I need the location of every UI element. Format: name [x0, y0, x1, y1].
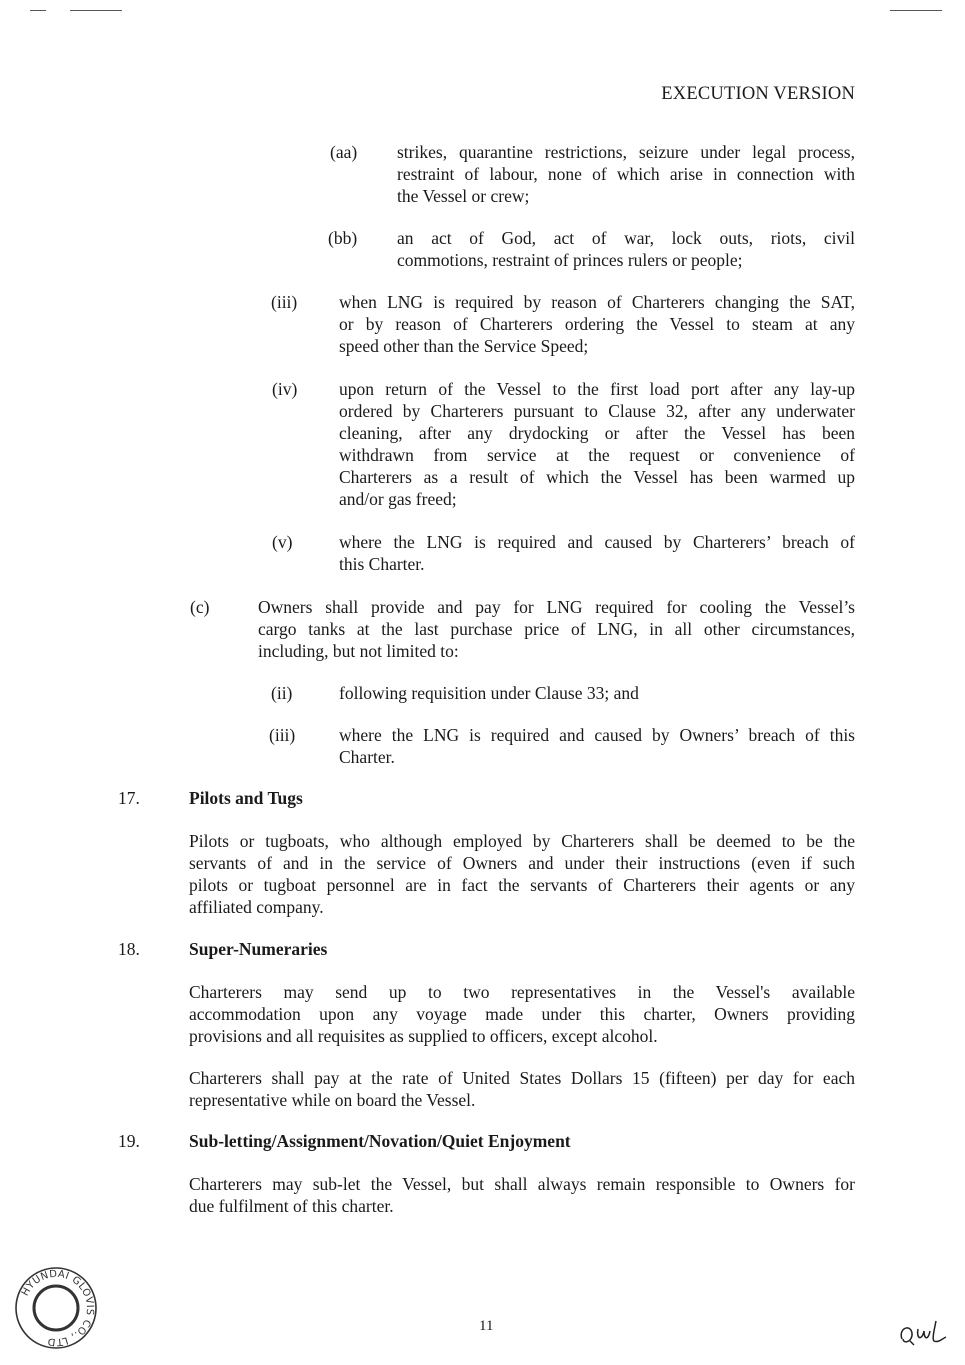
- page-number: 11: [479, 1318, 494, 1334]
- clause-18-number: 18.: [118, 939, 140, 959]
- clause-19-title: Sub-letting/Assignment/Novation/Quiet Enjoyment: [189, 1131, 571, 1151]
- text-line: accommodation upon any voyage made under this charter, Owners providing: [189, 1004, 855, 1024]
- text-line: following requisition under Clause 33; and: [339, 683, 639, 703]
- text-line: an act of God, act of war, lock outs, riots, civil: [397, 228, 855, 248]
- item-text-iv: [339, 378, 855, 510]
- top-rule-right: [890, 10, 942, 11]
- item-text-c-ii: [339, 682, 855, 704]
- text-line: affiliated company.: [189, 897, 324, 917]
- text-line: Charter.: [339, 747, 395, 767]
- item-label-aa: (aa): [330, 142, 358, 162]
- item-text-aa: [397, 141, 855, 207]
- text-line: or by reason of Charterers ordering the Vessel to steam at any: [339, 314, 855, 334]
- text-line: including, but not limited to:: [258, 641, 459, 661]
- clause-17-paragraph: [189, 830, 855, 918]
- clause-19-number: 19.: [118, 1131, 140, 1151]
- text-line: upon return of the Vessel to the first load port after any lay-up: [339, 379, 855, 399]
- text-line: provisions and all requisites as supplied to officers, except alcohol.: [189, 1026, 658, 1046]
- text-line: servants of and in the service of Owners and under their instructions (even if such: [189, 853, 855, 873]
- item-label-v: (v): [272, 532, 293, 552]
- text-line: Charterers as a result of which the Vessel has been warmed up: [339, 467, 855, 487]
- svg-text:HYUNDAI GLOVIS CO., LTD: [20, 1269, 95, 1347]
- clause-17-title: Pilots and Tugs: [189, 788, 303, 808]
- item-label-bb: (bb): [328, 228, 358, 248]
- item-label-iv: (iv): [272, 379, 298, 399]
- clause-c-text: [258, 596, 855, 662]
- text-line: this Charter.: [339, 554, 425, 574]
- item-label-c-ii: (ii): [271, 683, 293, 703]
- text-line: Charterers may sub-let the Vessel, but shall always remain responsible to Owners for: [189, 1174, 855, 1194]
- text-line: where the LNG is required and caused by Charterers’ breach of: [339, 532, 855, 552]
- clause-17-number: 17.: [118, 788, 140, 808]
- text-line: Charterers shall pay at the rate of United States Dollars 15 (fifteen) per day for each: [189, 1068, 855, 1088]
- item-text-bb: [397, 227, 855, 271]
- execution-version-header: EXECUTION VERSION: [661, 84, 855, 104]
- initials-signature-icon: [896, 1315, 948, 1349]
- item-text-v: [339, 531, 855, 575]
- text-line: when LNG is required by reason of Charterers changing the SAT,: [339, 292, 855, 312]
- text-line: the Vessel or crew;: [397, 186, 530, 206]
- text-line: ordered by Charterers pursuant to Clause 32, after any underwater: [339, 401, 855, 421]
- item-text-c-iii: [339, 724, 855, 768]
- item-label-c-iii: (iii): [269, 725, 296, 745]
- item-text-iii: [339, 291, 855, 357]
- text-line: restraint of labour, none of which arise in connection with: [397, 164, 855, 184]
- text-line: speed other than the Service Speed;: [339, 336, 589, 356]
- text-line: withdrawn from service at the request or convenience of: [339, 445, 855, 465]
- text-line: where the LNG is required and caused by Owners’ breach of this: [339, 725, 855, 745]
- clause-18-paragraph-1: [189, 981, 855, 1047]
- clause-18-title: Super-Numeraries: [189, 939, 328, 959]
- clause-18-paragraph-2: [189, 1067, 855, 1111]
- stamp-text: HYUNDAI GLOVIS CO., LTD: [19, 1268, 96, 1348]
- text-line: strikes, quarantine restrictions, seizure under legal process,: [397, 142, 855, 162]
- item-label-iii: (iii): [271, 292, 298, 312]
- text-line: due fulfilment of this charter.: [189, 1196, 394, 1216]
- text-line: cargo tanks at the last purchase price of LNG, in all other circumstances,: [258, 619, 855, 639]
- text-line: Charterers may send up to two representatives in the Vessel's available: [189, 982, 855, 1002]
- top-rule-left-short: [30, 10, 46, 11]
- clause-c-label: (c): [190, 597, 210, 617]
- text-line: cleaning, after any drydocking or after the Vessel has been: [339, 423, 855, 443]
- text-line: Owners shall provide and pay for LNG required for cooling the Vessel’s: [258, 597, 855, 617]
- text-line: commotions, restraint of princes rulers or people;: [397, 250, 743, 270]
- company-stamp-icon: [14, 1266, 98, 1350]
- text-line: pilots or tugboat personnel are in fact the servants of Charterers their agents or any: [189, 875, 855, 895]
- text-line: representative while on board the Vessel.: [189, 1090, 476, 1110]
- top-rule-left: [70, 10, 122, 11]
- text-line: and/or gas freed;: [339, 489, 457, 509]
- text-line: Pilots or tugboats, who although employed by Charterers shall be deemed to be the: [189, 831, 855, 851]
- clause-19-paragraph: [189, 1173, 855, 1217]
